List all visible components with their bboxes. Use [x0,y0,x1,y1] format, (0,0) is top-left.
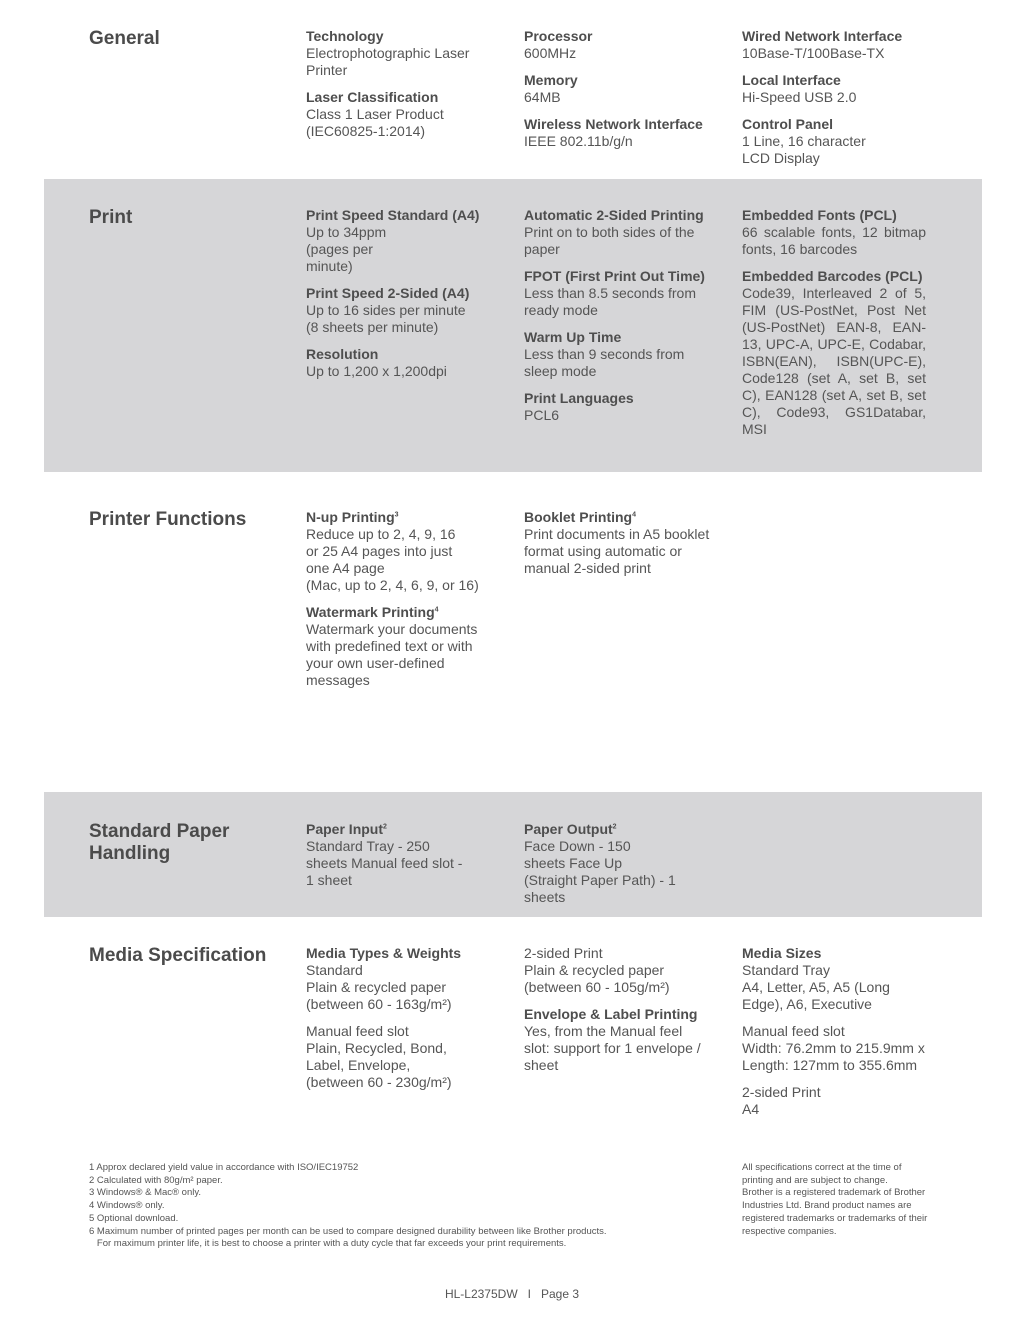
spec-value: Standard Tray - 250 sheets Manual feed slot - 1 sheet [306,838,463,888]
spec-item [306,285,486,336]
spec-item [742,207,926,258]
spec-label-text: Automatic 2-Sided Printing [524,207,704,223]
spec-label [306,509,482,526]
spec-item [524,116,710,150]
spec-label-text: FPOT (First Print Out Time) [524,268,705,284]
spec-label-text: Technology [306,28,384,44]
spec-value: Yes, from the Manual feel slot: support for 1 envelope / sheet [524,1023,701,1073]
spec-value: Up to 34ppm (pages per minute) [306,224,387,274]
spec-label [742,72,926,89]
footnote: 1 Approx declared yield value in accordance with ISO/IEC19752 [89,1162,359,1173]
spec-label-text: Processor [524,28,593,44]
spec-label-text: Paper Output [524,821,613,837]
spec-value: 2-sided Print A4 [742,1084,821,1117]
footnote: 2 Calculated with 80g/m² paper. [89,1174,223,1186]
spec-item [306,207,486,275]
spec-label-text: Watermark Printing [306,604,435,620]
general-col-1 [306,28,486,150]
section-title: General [89,28,160,49]
spec-item [742,28,926,62]
spec-label [306,821,486,838]
spec-item [306,945,486,1013]
footnote-ref: 4 [632,511,637,519]
spec-label-text: Embedded Fonts (PCL) [742,207,897,223]
spec-label [742,28,926,45]
footnote-ref: 2 [383,823,387,831]
section-title: Media Specification [89,945,267,966]
footnote: For maximum printer life, it is best to choose a printer with a duty cycle that far exceeds your print requirements. [89,1238,567,1250]
spec-value: Less than 8.5 seconds from ready mode [524,285,696,318]
print-col-2 [524,207,710,434]
spec-value: 10Base-T/100Base-TX [742,45,885,61]
spec-item [524,945,710,996]
spec-item [306,604,482,689]
media-col-2 [524,945,710,1084]
footnote: 4 Windows® only. [89,1200,165,1212]
spec-value: Print documents in A5 booklet format using automatic or manual 2-sided print [524,526,710,576]
spec-label [524,268,710,285]
footnote-ref: 2 [612,823,617,831]
spec-label [524,821,710,838]
spec-label-text: Embedded Barcodes (PCL) [742,268,923,284]
spec-label-text: Envelope & Label Printing [524,1006,698,1022]
spec-value: 600MHz [524,45,577,61]
spec-label-text: N-up Printing [306,509,395,525]
spec-label-text: Print Speed Standard (A4) [306,207,480,223]
spec-value: Less than 9 seconds from sleep mode [524,346,685,379]
spec-value: Face Down - 150 sheets Face Up (Straight Paper Path) - 1 sheets [524,838,676,905]
paper-handling-col-2 [524,821,710,916]
spec-label-text: Media Sizes [742,945,822,961]
general-col-2 [524,28,710,160]
spec-label-text: Media Types & Weights [306,945,462,961]
page-footer: HL-L2375DW I Page 3 [444,1287,580,1301]
spec-item [306,821,486,889]
spec-label [524,390,710,407]
spec-label [306,285,486,302]
spec-label [524,509,710,526]
spec-label [524,207,710,224]
spec-label [524,116,710,133]
spec-item [524,28,710,62]
paper-handling-col-1 [306,821,486,899]
spec-item [742,1023,932,1074]
spec-value: Up to 16 sides per minute (8 sheets per minute) [306,302,466,335]
spec-value: Watermark your documents with predefined text or with your own user-defined messages [306,621,478,688]
spec-value: Standard Tray A4, Letter, A5, A5 (Long Edge), A6, Executive [742,962,890,1012]
print-col-1 [306,207,486,390]
spec-item [524,390,710,424]
spec-value: Hi-Speed USB 2.0 [742,89,857,105]
spec-label [306,207,486,224]
spec-item [524,329,710,380]
spec-label-text: Wired Network Interface [742,28,903,44]
spec-item [524,268,710,319]
spec-item [524,1006,710,1074]
spec-label-text: Booklet Printing [524,509,633,525]
printer-functions-col-2 [524,509,710,587]
spec-item [742,116,926,167]
spec-label-text: Print Languages [524,390,634,406]
spec-item [524,207,710,258]
spec-label-text: Paper Input [306,821,384,837]
section-title: Print [89,207,133,228]
spec-value: 1 Line, 16 character LCD Display [742,133,866,166]
spec-item [306,28,486,79]
printer-functions-col-1 [306,509,482,699]
general-col-3 [742,28,926,177]
spec-label [306,945,486,962]
spec-item [306,1023,486,1091]
spec-value: 64MB [524,89,561,105]
spec-value: Manual feed slot Width: 76.2mm to 215.9mm x Length: 127mm to 355.6mm [742,1023,925,1073]
spec-item [742,945,932,1013]
spec-value: PCL6 [524,407,560,423]
spec-label [742,116,926,133]
spec-label [742,268,926,285]
spec-label-text: Control Panel [742,116,834,132]
spec-value: 2-sided Print Plain & recycled paper (between 60 - 105g/m²) [524,945,670,995]
spec-value: Standard Plain & recycled paper (between 60 - 163g/m²) [306,962,452,1012]
spec-label [306,89,486,106]
spec-label [742,945,932,962]
spec-label-text: Local Interface [742,72,841,88]
spec-label [306,346,486,363]
spec-value: IEEE 802.11b/g/n [524,133,633,149]
spec-value: Class 1 Laser Product (IEC60825-1:2014) [306,106,444,139]
spec-label [742,207,926,224]
spec-label [524,329,710,346]
spec-label [524,72,710,89]
spec-value: 66 scalable fonts, 12 bitmap fonts, 16 barcodes [742,224,926,257]
spec-value: Up to 1,200 x 1,200dpi [306,363,447,379]
spec-label-text: Print Speed 2-Sided (A4) [306,285,470,301]
spec-item [524,72,710,106]
spec-value: Code39, Interleaved 2 of 5, FIM (US-PostNet, Post Net (US-PostNet) EAN-8, EAN-13, UPC-A, UPC-E, Codabar, ISBN(EAN), ISBN(UPC-E), Code128 (set A, set B, set C), EAN128 (set A, set B, set C), Code93, GS1Databar, MSI [742,285,926,437]
spec-item [742,1084,932,1118]
spec-item [742,268,926,438]
footnote-ref: 4 [434,606,439,614]
footnote: 6 Maximum number of printed pages per month can be used to compare designed durability between like Brother products. [89,1225,607,1237]
media-col-3 [742,945,932,1128]
spec-item [306,346,486,380]
spec-label-text: Laser Classification [306,89,439,105]
footnote: 3 Windows® & Mac® only. [89,1187,202,1199]
spec-label [524,28,710,45]
spec-item [742,72,926,106]
print-col-3 [742,207,926,448]
section-title: Standard Paper Handling [89,821,230,864]
footnote-ref: 3 [394,511,399,519]
spec-label-text: Resolution [306,346,379,362]
footnotes [89,1162,689,1251]
spec-label [306,28,486,45]
spec-item [524,509,710,577]
media-col-1 [306,945,486,1101]
spec-label [524,1006,710,1023]
spec-value: Reduce up to 2, 4, 9, 16 or 25 A4 pages into just one A4 page (Mac, up to 2, 4, 6, 9, or 16) [306,526,479,593]
spec-label-text: Warm Up Time [524,329,622,345]
spec-label-text: Wireless Network Interface [524,116,703,132]
footnote: 5 Optional download. [89,1212,179,1224]
spec-value: Manual feed slot Plain, Recycled, Bond, Label, Envelope, (between 60 - 230g/m²) [306,1023,452,1090]
spec-value: Electrophotographic Laser Printer [306,45,470,78]
spec-item [306,89,486,140]
spec-item [306,509,482,594]
spec-item [524,821,710,906]
section-title: Printer Functions [89,509,247,530]
spec-value: Print on to both sides of the paper [524,224,695,257]
disclaimer: All specifications correct at the time of printing and are subject to change. Brother is a registered trademark of Brother Industries Ltd. Brand product names are registered trademarks or trademarks of their respective companies. [742,1162,928,1237]
spec-label [306,604,482,621]
spec-label-text: Memory [524,72,578,88]
